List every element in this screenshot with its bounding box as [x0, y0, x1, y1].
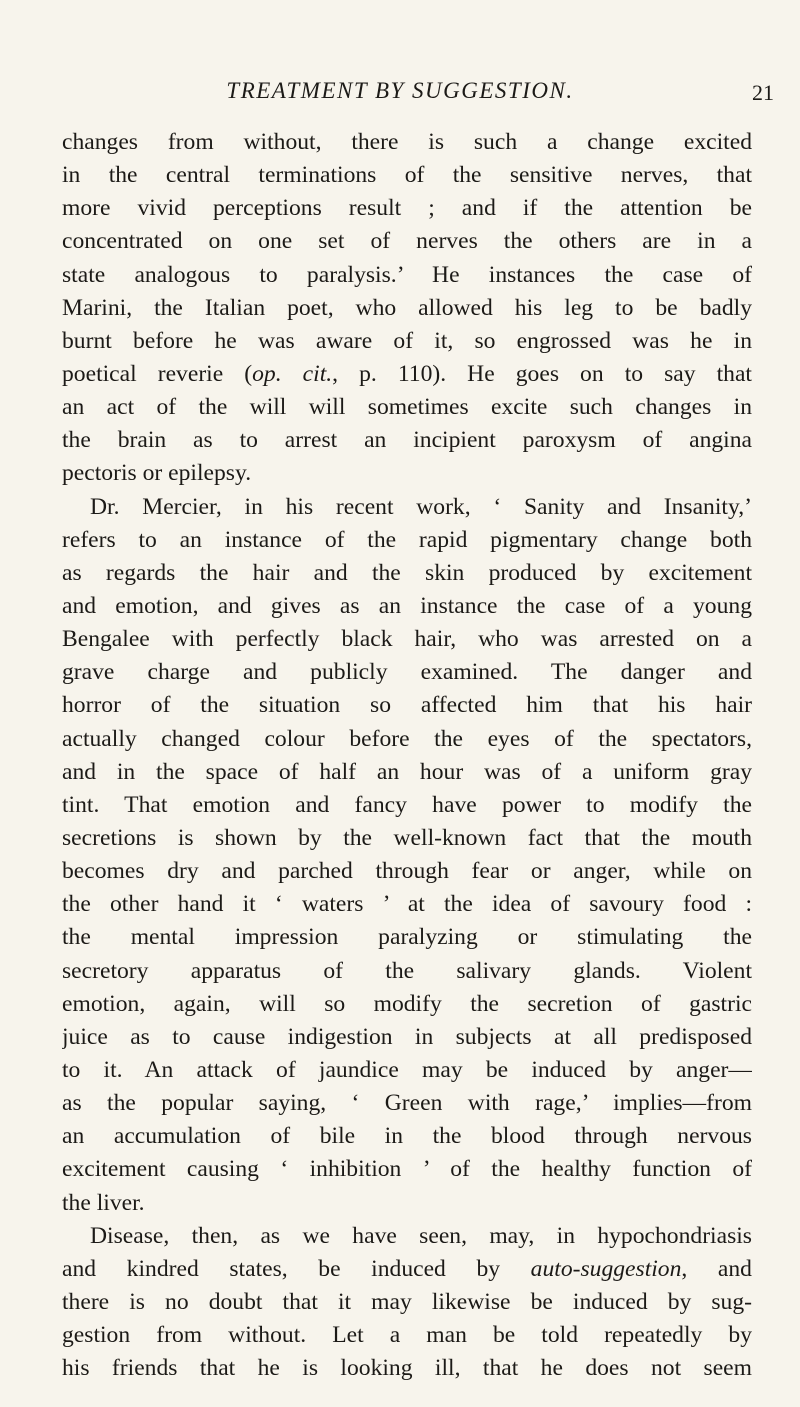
- body-text: [62, 126, 752, 1385]
- text-segment: as the popular saying, ‘ Green with rage,’ implies—from: [62, 1090, 752, 1117]
- text-segment: state analogous to paralysis.’ He instances the case of: [62, 261, 752, 288]
- text-line: [62, 424, 752, 457]
- italic-text: op. cit.: [252, 360, 333, 387]
- text-segment: the brain as to arrest an incipient paroxysm of angina: [62, 427, 752, 454]
- text-segment: and in the space of half an hour was of a uniform gray: [62, 758, 752, 785]
- text-line: [62, 955, 752, 988]
- text-segment: burnt before he was aware of it, so engrossed was he in: [62, 327, 752, 354]
- text-line: [62, 292, 752, 325]
- text-line: [62, 888, 752, 921]
- running-title: TREATMENT BY SUGGESTION.: [226, 78, 574, 103]
- text-line: [62, 1087, 752, 1120]
- text-segment: actually changed colour before the eyes of the spectators,: [62, 725, 752, 752]
- text-segment: the other hand it ‘ waters ’ at the idea of savoury food :: [62, 891, 752, 918]
- text-segment: grave charge and publicly examined. The danger and: [62, 659, 752, 686]
- text-segment: excitement causing ‘ inhibition ’ of the healthy function of: [62, 1156, 752, 1183]
- text-line: [62, 855, 752, 888]
- text-segment: pectoris or epilepsy.: [62, 460, 252, 487]
- text-line: [62, 1021, 752, 1054]
- text-line: [62, 192, 752, 225]
- text-line: [62, 1187, 752, 1220]
- text-segment: as regards the hair and the skin produced by excitement: [62, 559, 752, 586]
- text-segment: and emotion, and gives as an instance the case of a young: [62, 592, 752, 619]
- italic-text: auto-suggestion: [530, 1255, 682, 1282]
- text-line: [62, 1352, 752, 1385]
- text-segment: secretory apparatus of the salivary glands. Violent: [62, 957, 752, 984]
- text-segment: becomes dry and parched through fear or anger, while on: [62, 858, 752, 885]
- text-segment: Dr. Mercier, in his recent work, ‘ Sanity and Insanity,’: [90, 493, 752, 520]
- text-line: [62, 159, 752, 192]
- text-line: [62, 1054, 752, 1087]
- text-line: [62, 1319, 752, 1352]
- text-line: [62, 988, 752, 1021]
- text-line: [62, 358, 752, 391]
- text-line: [62, 1120, 752, 1153]
- text-segment: the liver.: [62, 1189, 145, 1216]
- text-line: [62, 656, 752, 689]
- text-line: [62, 921, 752, 954]
- text-segment: changes from without, there is such a change excited: [62, 129, 752, 155]
- text-segment: more vivid perceptions result ; and if the attention be: [62, 195, 752, 222]
- text-segment: concentrated on one set of nerves the others are in a: [62, 228, 752, 255]
- text-line: [62, 325, 752, 358]
- text-segment: emotion, again, will so modify the secretion of gastric: [62, 990, 752, 1017]
- text-segment: the mental impression paralyzing or stimulating the: [62, 924, 752, 951]
- text-line: [62, 590, 752, 623]
- text-segment: to it. An attack of jaundice may be induced by anger—: [62, 1056, 752, 1083]
- text-line: [62, 756, 752, 789]
- text-segment: tint. That emotion and fancy have power to modify the: [62, 791, 752, 818]
- text-segment: , p. 110). He goes on to say that: [332, 360, 752, 387]
- text-line: [62, 524, 752, 557]
- text-segment: an act of the will will sometimes excite such changes in: [62, 394, 752, 421]
- text-line: [62, 1253, 752, 1286]
- text-segment: horror of the situation so affected him that his hair: [62, 692, 752, 719]
- text-segment: secretions is shown by the well-known fact that the mouth: [62, 824, 752, 851]
- text-segment: poetical reverie (: [62, 360, 253, 387]
- text-segment: there is no doubt that it may likewise be induced by sug-: [62, 1288, 752, 1315]
- text-line: [62, 689, 752, 722]
- text-segment: refers to an instance of the rapid pigmentary change both: [62, 526, 752, 553]
- text-segment: Bengalee with perfectly black hair, who was arrested on a: [62, 626, 752, 653]
- text-segment: Disease, then, as we have seen, may, in hypochondriasis: [90, 1222, 752, 1249]
- text-line: [62, 259, 752, 292]
- text-segment: juice as to cause indigestion in subjects at all predisposed: [62, 1023, 752, 1050]
- text-segment: his friends that he is looking ill, that he does not seem: [62, 1355, 752, 1382]
- text-line: [62, 225, 752, 258]
- text-line: [62, 491, 752, 524]
- page-number: 21: [752, 80, 774, 105]
- text-segment: an accumulation of bile in the blood through nervous: [62, 1123, 752, 1150]
- text-line: [62, 1220, 752, 1253]
- text-line: [62, 1286, 752, 1319]
- text-line: [62, 557, 752, 590]
- text-segment: gestion from without. Let a man be told repeatedly by: [62, 1322, 752, 1349]
- text-line: [62, 723, 752, 756]
- text-line: [62, 457, 752, 490]
- text-segment: , and: [681, 1255, 752, 1282]
- text-line: [62, 623, 752, 656]
- text-segment: in the central terminations of the sensitive nerves, that: [62, 162, 752, 189]
- text-line: [62, 822, 752, 855]
- text-line: [62, 391, 752, 424]
- text-line: [62, 789, 752, 822]
- text-line: [62, 126, 752, 159]
- text-segment: and kindred states, be induced by: [62, 1255, 531, 1282]
- text-segment: Marini, the Italian poet, who allowed his leg to be badly: [62, 294, 752, 321]
- text-line: [62, 1153, 752, 1186]
